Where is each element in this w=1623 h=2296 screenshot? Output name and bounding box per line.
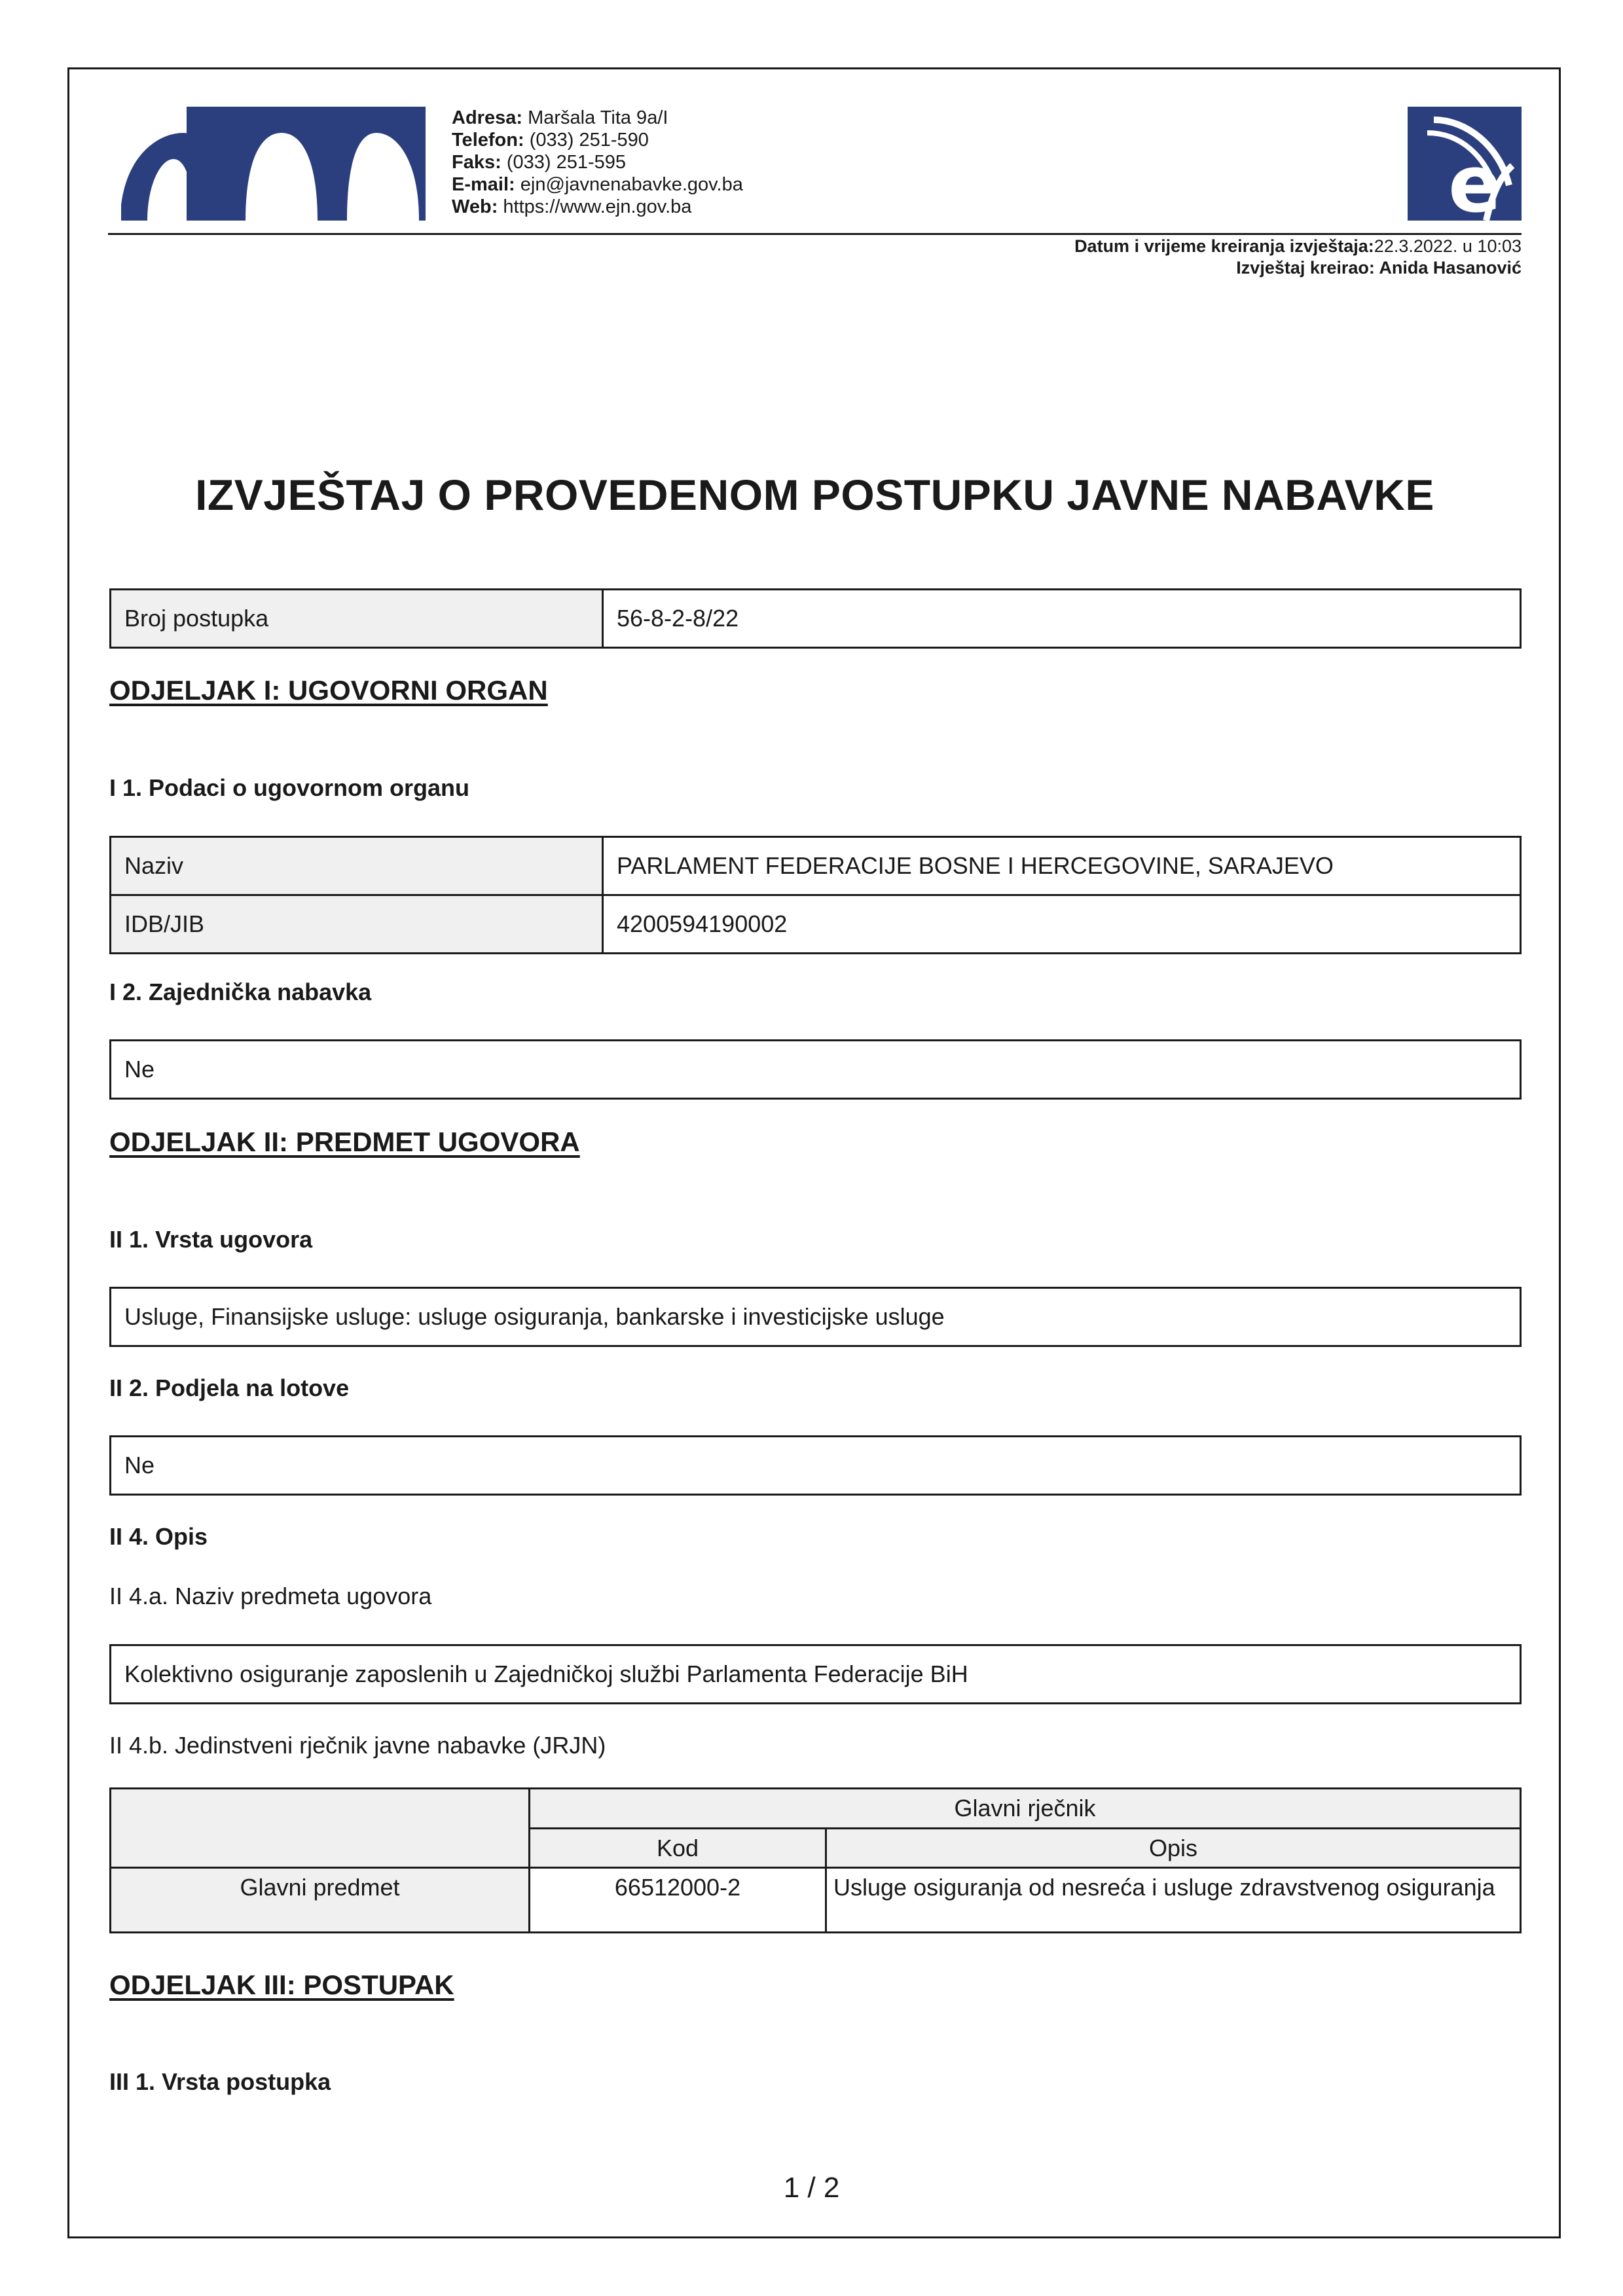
jrjn-row-label: Glavni predmet	[111, 1869, 530, 1931]
jrjn-table	[109, 1787, 1522, 1933]
table-row	[111, 838, 1520, 894]
contact-address: Adresa: Maršala Tita 9a/I	[452, 107, 668, 128]
authority-name-value: PARLAMENT FEDERACIJE BOSNE I HERCEGOVINE, SARAJEVO	[617, 852, 1334, 879]
report-created: Datum i vrijeme kreiranja izvještaja:22.3.2022. u 10:03	[1074, 236, 1522, 256]
section-3-1-heading: III 1. Vrsta postupka	[109, 2068, 331, 2095]
contract-subject-box	[109, 1644, 1522, 1704]
ejn-logo	[121, 107, 426, 221]
header-divider	[108, 233, 1522, 235]
section-1-1-heading: I 1. Podaci o ugovornom organu	[109, 774, 470, 801]
contract-type-box	[109, 1287, 1522, 1347]
contract-type-value: Usluge, Finansijske usluge: usluge osiguranja, bankarske i investicijske usluge	[124, 1303, 945, 1330]
jrjn-corner-cell	[111, 1789, 530, 1869]
section-2-1-heading: II 1. Vrsta ugovora	[109, 1226, 313, 1253]
section-2-4a-heading: II 4.a. Naziv predmeta ugovora	[109, 1583, 432, 1609]
e-logo	[1408, 107, 1522, 221]
contracting-authority-table	[109, 836, 1522, 954]
procedure-number-label: Broj postupka	[111, 590, 604, 647]
contact-fax: Faks: (033) 251-595	[452, 152, 627, 173]
section-1-2-heading: I 2. Zajednička nabavka	[109, 978, 372, 1005]
document-title: IZVJEŠTAJ O PROVEDENOM POSTUPKU JAVNE NABAVKE	[195, 471, 1434, 519]
lots-value: Ne	[124, 1452, 155, 1479]
table-row	[111, 590, 1520, 647]
page-number: 1 / 2	[783, 2172, 840, 2204]
jrjn-code-value: 66512000-2	[530, 1869, 827, 1931]
svg-text:e: e	[1448, 139, 1502, 221]
section-2-4-heading: II 4. Opis	[109, 1523, 208, 1550]
authority-name-label: Naziv	[111, 838, 604, 894]
lots-box	[109, 1435, 1522, 1496]
section-3-heading: ODJELJAK III: POSTUPAK	[109, 1969, 454, 2000]
authority-id-label: IDB/JIB	[111, 896, 604, 952]
joint-procurement-box	[109, 1039, 1522, 1100]
jrjn-desc-value: Usluge osiguranja od nesreća i usluge zdravstvenog osiguranja	[833, 1874, 1495, 1901]
contract-subject-value: Kolektivno osiguranje zaposlenih u Zajedničkoj službi Parlamenta Federacije BiH	[124, 1660, 968, 1687]
section-2-4b-heading: II 4.b. Jedinstveni rječnik javne nabavke (JRJN)	[109, 1732, 606, 1759]
procedure-number-value: 56-8-2-8/22	[617, 605, 739, 632]
jrjn-col-desc: Opis	[827, 1829, 1520, 1869]
contact-web[interactable]: Web: https://www.ejn.gov.ba	[452, 196, 692, 217]
section-2-heading: ODJELJAK II: PREDMET UGOVORA	[109, 1126, 580, 1157]
contact-email[interactable]: E-mail: ejn@javnenabavke.gov.ba	[452, 174, 743, 195]
joint-procurement-value: Ne	[124, 1056, 155, 1083]
procedure-number-table	[109, 588, 1522, 649]
report-author: Izvještaj kreirao: Anida Hasanović	[1236, 258, 1522, 278]
contact-block	[452, 107, 743, 218]
authority-id-value: 4200594190002	[617, 910, 788, 937]
section-1-heading: ODJELJAK I: UGOVORNI ORGAN	[109, 675, 548, 706]
section-2-2-heading: II 2. Podjela na lotove	[109, 1374, 350, 1401]
table-row	[111, 894, 1520, 952]
jrjn-group-header: Glavni rječnik	[530, 1789, 1520, 1829]
jrjn-col-code: Kod	[530, 1829, 827, 1869]
contact-phone: Telefon: (033) 251-590	[452, 130, 649, 151]
